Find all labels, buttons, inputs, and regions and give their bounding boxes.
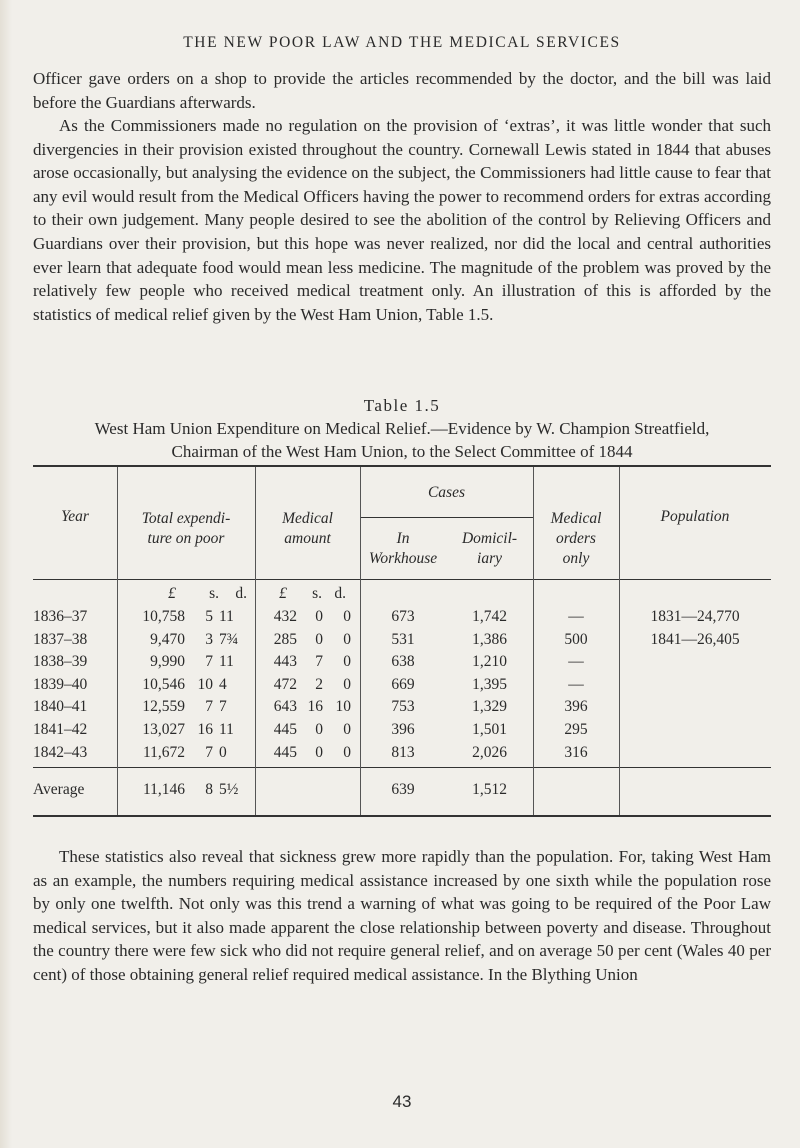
cell-orders-only: — [568,675,584,693]
cell-domiciliary: 1,210 [472,653,507,671]
cell-total-shillings: 7 [205,743,213,761]
cell-medical-pence: 0 [343,743,351,761]
cell-medical-shillings: 2 [315,675,323,693]
average-total-pounds: 11,146 [142,781,185,798]
header-cases: Cases [427,484,466,501]
cell-total-pounds: 9,990 [150,653,185,671]
cell-medical-shillings: 0 [315,743,323,761]
cell-year: 1838–39 [33,653,88,671]
cell-domiciliary: 1,329 [472,698,507,716]
cell-workhouse: 813 [391,743,415,761]
cell-medical-shillings: 0 [315,630,323,648]
average-domiciliary: 1,512 [472,781,507,798]
page-number: 43 [392,1092,412,1111]
cell-year: 1839–40 [33,675,88,693]
col-population [619,606,771,651]
cell-total-pence: 7¾ [219,630,239,648]
paragraph-3: These statistics also reveal that sickness grew more rapidly than the population. For, taking West Ham as an example, the numbers requiring medical assistance increased by one sixth while the population rose by only one twelfth. Not only was this trend a warning of what was going to be required of the Poor Law medical services, but it also made apparent the close relationship between poverty and disease. Throughout the country there were few sick who did not require general relief, and on average 50 per cent (Wales 40 per cent) of those obtaining general relief required medical assistance. In the Blything Union [33,847,771,984]
col-workhouse [360,606,446,764]
header-in-workhouse: In Workhouse [368,530,438,567]
paragraph-2: As the Commissioners made no regulation on the provision of ‘extras’, it was little wonder that such divergencies in their provision existed throughout the country. Cornewall Lewis stated in 1844 that abuses arose occasionally, but analysing the evidence on the subject, the Commissioners had little cause to fear that any evil would result from the Medical Officers having the power to recommend orders for extras according to their own judgement. Many people desired to see the abolition of the control by Relieving Officers and Guardians over their provision, but this hope was never realized, nor did the local and central authorities ever learn that adequate food would mean less medicine. The magnitude of the problem was proved by the relatively few people who received medical treatment only. An illustration of this is afforded by the statistics of medical relief given by the West Ham Union, Table 1.5. [33,116,771,324]
cell-total-shillings: 7 [205,653,213,671]
header-medical-orders-only: Medical orders only [550,510,602,567]
cell-medical-pounds: 643 [273,698,297,716]
cell-year: 1840–41 [33,698,88,716]
header-domiciliary: Domicil- iary [461,530,518,567]
table-bottom-rule [33,815,771,817]
cell-year: 1841–42 [33,720,88,738]
average-total-pence: 5½ [219,781,239,798]
average-workhouse: 639 [391,781,415,798]
header-population: Population [660,508,730,525]
cell-total-shillings: 7 [205,698,213,716]
cell-population: 1841—26,405 [650,630,740,648]
cell-total-shillings: 5 [205,608,213,625]
cell-year: 1836–37 [33,608,88,625]
cell-orders-only: 396 [564,698,588,716]
cell-medical-pounds: 445 [273,743,297,761]
col-medical-shillings [299,606,323,764]
cell-orders-only: 295 [564,720,588,738]
cell-medical-pounds: 443 [273,653,297,671]
cell-domiciliary: 1,395 [472,675,507,693]
cell-total-pounds: 10,758 [142,608,185,625]
cell-total-pence: 11 [219,653,234,671]
cell-medical-pence: 0 [343,675,351,693]
cell-medical-pounds: 445 [273,720,297,738]
cell-workhouse: 753 [391,698,415,716]
col-medical-pence [325,606,351,764]
paragraph-1: Officer gave orders on a shop to provide the articles recommended by the doctor, and the bill was laid before the Guardians afterwards. [33,69,771,112]
col-total-pence [219,606,249,764]
running-head: THE NEW POOR LAW AND THE MEDICAL SERVICES [183,34,621,51]
cell-total-shillings: 16 [197,720,213,738]
average-total-shillings: 8 [205,781,213,798]
cell-total-pence: 7 [219,698,227,716]
cell-medical-pounds: 432 [273,608,297,625]
cell-domiciliary: 1,742 [472,608,507,625]
cases-subheader-rule [360,517,533,518]
page-binding-shadow [0,0,12,1148]
cell-total-pounds: 10,546 [142,675,185,693]
table-top-rule [33,465,771,467]
header-year: Year [61,508,89,525]
cell-medical-pounds: 285 [273,630,297,648]
cell-total-pence: 11 [219,720,234,738]
cell-medical-pence: 0 [343,653,351,671]
cell-total-pence: 11 [219,608,234,625]
cell-year: 1837–38 [33,630,88,648]
col-medical-pounds [261,606,297,764]
cell-medical-pence: 0 [343,608,351,625]
cell-medical-pence: 0 [343,720,351,738]
cell-domiciliary: 2,026 [472,743,507,761]
cell-total-shillings: 10 [197,675,213,693]
average-top-rule [33,767,771,768]
cell-workhouse: 669 [391,675,415,693]
currency-units-medical: £ s. d. [279,585,346,602]
cell-medical-shillings: 7 [315,653,323,671]
currency-units-total: £ s. d. [168,585,247,602]
cell-total-shillings: 3 [205,630,213,648]
cell-medical-pounds: 472 [273,675,297,693]
cell-domiciliary: 1,501 [472,720,507,738]
table-number: Table 1.5 [363,396,441,415]
table-caption-line-2: Chairman of the West Ham Union, to the Select Committee of 1844 [171,442,633,461]
col-total-pounds [129,606,185,764]
cell-orders-only: 316 [564,743,588,761]
cell-orders-only: — [568,653,584,671]
cell-medical-shillings: 0 [315,608,323,625]
col-domiciliary [446,606,533,764]
cell-workhouse: 638 [391,653,415,671]
cell-domiciliary: 1,386 [472,630,507,648]
table-caption-line-1: West Ham Union Expenditure on Medical Relief.—Evidence by W. Champion Streatfield, [94,419,710,438]
col-medical-orders-only [533,606,619,764]
cell-population: 1831—24,770 [650,608,740,625]
cell-orders-only: — [568,608,584,625]
cell-orders-only: 500 [564,630,588,648]
table-caption [33,394,771,463]
cell-medical-shillings: 16 [307,698,323,716]
cell-total-pounds: 9,470 [150,630,185,648]
cell-medical-pence: 10 [335,698,351,716]
cell-total-pence: 4 [219,675,227,693]
cell-medical-shillings: 0 [315,720,323,738]
cell-medical-pence: 0 [343,630,351,648]
cell-workhouse: 673 [391,608,415,625]
cell-year: 1842–43 [33,743,88,761]
cell-total-pounds: 11,672 [142,743,185,761]
cell-total-pounds: 12,559 [142,698,185,716]
header-total-expenditure: Total expendi- ture on poor [141,510,231,547]
average-label: Average [33,781,85,798]
header-medical-amount: Medical amount [282,510,333,547]
col-total-shillings [187,606,213,764]
cell-total-pounds: 13,027 [142,720,185,738]
header-bottom-rule [33,579,771,580]
cell-workhouse: 396 [391,720,415,738]
cell-workhouse: 531 [391,630,415,648]
col-years [33,606,87,764]
cell-total-pence: 0 [219,743,227,761]
